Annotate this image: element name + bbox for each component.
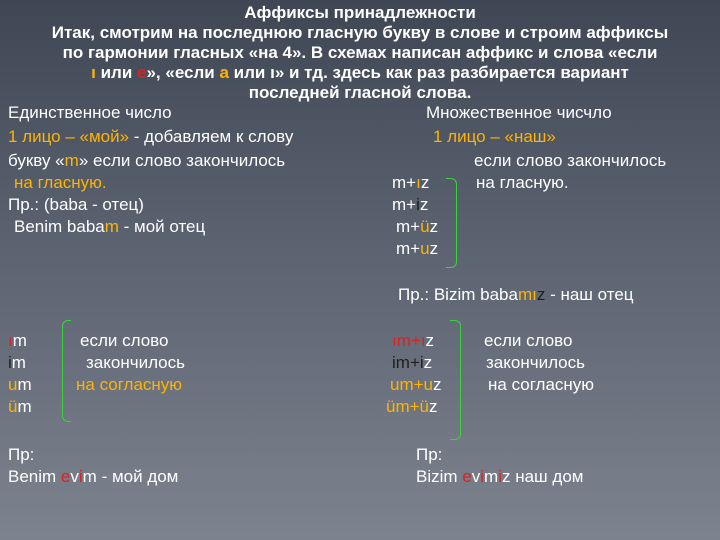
plural-cons-text-3: на согласную bbox=[488, 375, 595, 394]
example-affix: mı bbox=[517, 285, 537, 304]
example-text: Bizim bbox=[416, 467, 463, 486]
plural-cons-form bbox=[392, 330, 434, 352]
example-affix: m bbox=[104, 217, 119, 236]
intro-line-3 bbox=[0, 62, 720, 84]
example-text: v bbox=[70, 467, 79, 486]
plural-line-1: 1 лицо – «наш» bbox=[433, 127, 556, 146]
intro-text: », «если bbox=[146, 63, 220, 82]
singular-cons-text-1: если слово bbox=[80, 331, 169, 350]
form-part: ım+ bbox=[392, 331, 421, 350]
plural-vowel-form bbox=[396, 216, 438, 238]
example-text: m bbox=[82, 467, 97, 486]
form-part: um+ bbox=[390, 375, 424, 394]
form-part: z bbox=[420, 173, 430, 192]
example-affix: z bbox=[536, 285, 546, 304]
singular-cons-text-2: закончилось bbox=[86, 353, 185, 372]
singular-person: 1 лицо – «мой» bbox=[8, 127, 134, 146]
plural-cons-text-1: если слово bbox=[484, 331, 573, 350]
singular-cons-form bbox=[8, 374, 32, 396]
form-vowel: ı bbox=[416, 173, 421, 192]
form-part: z bbox=[429, 239, 439, 258]
example-text: Benim baba bbox=[14, 217, 105, 236]
form-vowel: u bbox=[423, 375, 434, 394]
singular-cons-text-3: на согласную bbox=[76, 375, 183, 394]
singular-line-2 bbox=[8, 150, 285, 172]
form-part: üm+ bbox=[386, 397, 420, 416]
form-vowel: ü bbox=[8, 397, 18, 416]
singular-text: » если слово закончилось bbox=[78, 151, 286, 170]
plural-cons-form bbox=[386, 396, 438, 418]
form-vowel: u bbox=[420, 239, 430, 258]
singular-example bbox=[14, 216, 205, 238]
example-text: Benim bbox=[8, 467, 61, 486]
intro-vowel-e: e bbox=[137, 63, 147, 82]
singular-text: букву « bbox=[8, 151, 65, 170]
intro-vowel-a: a bbox=[219, 63, 229, 82]
form-vowel: u bbox=[8, 375, 18, 394]
intro-line-2: по гармонии гласных «на 4». В схемах написан аффикс и слова «если bbox=[62, 43, 658, 62]
form-vowel: ı bbox=[8, 331, 13, 350]
form-part: m+ bbox=[396, 217, 421, 236]
singular-cons-example-label: Пр: bbox=[8, 445, 35, 464]
plural-vowel-bracket bbox=[446, 178, 457, 268]
page-title: Аффиксы принадлежности bbox=[244, 3, 476, 22]
form-part: z bbox=[433, 375, 442, 394]
singular-example-prefix: Пр.: (baba - отец) bbox=[8, 195, 144, 214]
example-text: - мой дом bbox=[96, 467, 179, 486]
example-letter: e bbox=[462, 467, 472, 486]
form-part: z bbox=[423, 353, 433, 372]
intro-line-1: Итак, смотрим на последнюю гласную букву в слове и строим аффиксы bbox=[51, 23, 669, 42]
singular-line-3: на гласную. bbox=[14, 173, 107, 192]
plural-line-2: если слово закончилось bbox=[474, 151, 667, 170]
plural-heading: Множественное чисчло bbox=[426, 103, 612, 122]
form-part: im+ bbox=[392, 353, 420, 372]
form-part: m bbox=[11, 353, 26, 372]
example-letter: i bbox=[480, 467, 485, 486]
plural-cons-example-label: Пр: bbox=[416, 445, 443, 464]
form-vowel: i bbox=[416, 195, 420, 214]
form-part: m bbox=[12, 331, 27, 350]
example-text: m bbox=[484, 467, 499, 486]
plural-vowel-form bbox=[396, 238, 438, 260]
plural-cons-bracket bbox=[450, 320, 461, 440]
plural-vowel-form bbox=[392, 194, 428, 216]
form-vowel: i bbox=[8, 353, 12, 372]
plural-cons-form bbox=[392, 352, 432, 374]
singular-m: m bbox=[64, 151, 79, 170]
form-part: z bbox=[429, 217, 439, 236]
form-part: m+ bbox=[392, 173, 417, 192]
example-text: v bbox=[471, 467, 481, 486]
singular-cons-form bbox=[8, 396, 32, 418]
singular-cons-form bbox=[8, 330, 27, 352]
example-text: - наш отец bbox=[545, 285, 634, 304]
example-text: - мой отец bbox=[118, 217, 206, 236]
singular-cons-form bbox=[8, 352, 26, 374]
example-letter: e bbox=[60, 467, 71, 486]
form-part: m+ bbox=[392, 195, 417, 214]
form-vowel: ı bbox=[420, 331, 426, 350]
singular-text: - добавляем к слову bbox=[133, 127, 294, 146]
plural-example bbox=[398, 284, 634, 306]
form-part: m bbox=[17, 375, 32, 394]
singular-cons-example bbox=[8, 466, 178, 488]
intro-line-4: последней гласной слова. bbox=[248, 83, 472, 102]
form-vowel: i bbox=[419, 353, 424, 372]
example-text: наш дом bbox=[510, 467, 584, 486]
form-part: m+ bbox=[396, 239, 421, 258]
intro-vowel-i: ı bbox=[91, 63, 96, 82]
example-letter: i bbox=[78, 467, 83, 486]
intro-text: или ı» и тд. здесь как раз разбирается вариант bbox=[228, 63, 629, 82]
form-vowel: ü bbox=[419, 397, 430, 416]
plural-cons-example bbox=[416, 466, 583, 488]
singular-heading: Единственное число bbox=[8, 103, 172, 122]
form-part: z bbox=[429, 397, 438, 416]
form-vowel: ü bbox=[420, 217, 430, 236]
form-part: z bbox=[419, 195, 429, 214]
plural-line-3: на гласную. bbox=[476, 173, 569, 192]
intro-text: или bbox=[95, 63, 137, 82]
form-part: m bbox=[17, 397, 32, 416]
plural-cons-form bbox=[390, 374, 442, 396]
example-text: Пр.: Bizim baba bbox=[398, 285, 518, 304]
plural-cons-text-2: закончилось bbox=[486, 353, 585, 372]
form-part: z bbox=[425, 331, 435, 350]
example-letter: i bbox=[498, 467, 502, 486]
plural-vowel-form bbox=[392, 172, 429, 194]
example-text: z bbox=[501, 467, 511, 486]
singular-cons-bracket bbox=[62, 320, 71, 422]
singular-line-1 bbox=[8, 126, 293, 148]
